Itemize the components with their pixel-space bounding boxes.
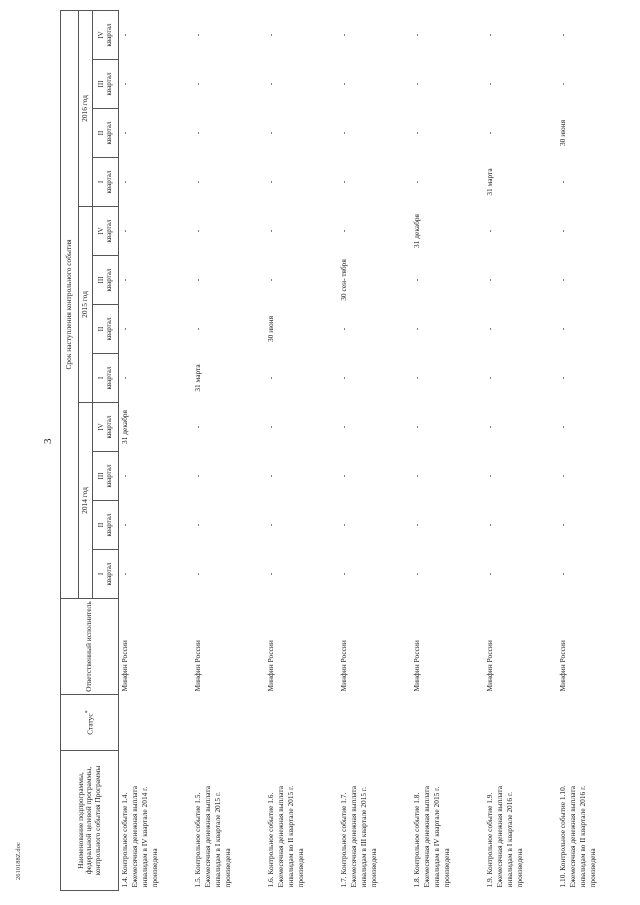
deadline-cell: -: [266, 425, 276, 429]
quarter-number: III: [96, 276, 105, 284]
deadline-cell: -: [266, 572, 276, 576]
deadline-cell: -: [339, 474, 349, 478]
event-executor: Минфин России: [120, 640, 129, 692]
quarter-word: квартал: [104, 317, 113, 341]
event-status: [557, 695, 630, 751]
quarter-number: I: [96, 572, 105, 576]
deadline-cell: -: [266, 278, 276, 282]
deadline-cell: -: [558, 82, 567, 86]
deadline-cell: -: [485, 229, 495, 233]
quarter-word: квартал: [104, 562, 113, 586]
deadline-cell: -: [412, 327, 422, 331]
deadline-cell: -: [120, 82, 129, 86]
quarter-header: [93, 501, 119, 550]
table-header: [61, 10, 119, 890]
event-status: [119, 695, 193, 751]
deadline-cell: -: [120, 376, 129, 380]
deadline-cell: -: [120, 572, 129, 576]
deadline-cell: -: [339, 523, 349, 527]
event-executor: Минфин России: [266, 640, 276, 692]
deadline-cell: -: [558, 180, 567, 184]
quarter-header: [93, 60, 119, 109]
deadline-cell: -: [339, 229, 349, 233]
quarter-number: IV: [96, 423, 105, 431]
deadline-cell: 30 июня: [558, 119, 567, 147]
deadline-cell: -: [412, 82, 422, 86]
deadline-cell: -: [412, 523, 422, 527]
header-status-label: Статус: [84, 713, 94, 735]
deadline-cell: -: [193, 131, 203, 135]
deadline-cell: -: [120, 327, 129, 331]
deadline-cell: -: [339, 131, 349, 135]
quarter-header: [93, 109, 119, 158]
quarter-header: [93, 403, 119, 452]
deadline-cell: -: [485, 327, 495, 331]
event-executor: Минфин России: [485, 640, 495, 692]
event-executor: Минфин России: [412, 640, 422, 692]
deadline-cell: -: [120, 523, 129, 527]
quarter-header: [93, 452, 119, 501]
deadline-cell: -: [193, 327, 203, 331]
deadline-cell: -: [339, 572, 349, 576]
quarter-header: [93, 207, 119, 256]
deadline-cell: -: [412, 474, 422, 478]
deadline-cell: -: [485, 572, 495, 576]
deadline-cell: -: [266, 229, 276, 233]
header-year-2016: 2016 год: [79, 10, 93, 206]
deadline-cell: -: [485, 376, 495, 380]
deadline-cell: -: [412, 572, 422, 576]
deadline-cell: -: [193, 33, 203, 37]
deadline-cell: -: [193, 229, 203, 233]
quarter-number: IV: [96, 31, 105, 39]
deadline-cell: -: [412, 33, 422, 37]
deadline-cell: -: [558, 425, 567, 429]
table-row: [338, 10, 411, 890]
deadline-cell: -: [558, 33, 567, 37]
quarter-header: [93, 354, 119, 403]
quarter-word: квартал: [104, 464, 113, 488]
quarter-number: I: [96, 180, 105, 184]
event-name: 1.9. Контрольное событие 1.9. Ежемесячная денежная выплата инвалидам в I квартале 2016 г. произведена: [485, 786, 525, 888]
quarter-word: квартал: [104, 219, 113, 243]
deadline-cell: -: [120, 180, 129, 184]
page-number: 3: [42, 438, 54, 444]
deadline-cell: -: [266, 376, 276, 380]
deadline-cell: -: [266, 131, 276, 135]
header-name-column: Наименование подпрограммы, федеральной целевой программы, контрольного события Программы: [61, 751, 119, 891]
deadline-cell: -: [266, 33, 276, 37]
deadline-cell: -: [485, 425, 495, 429]
deadline-cell: -: [339, 425, 349, 429]
deadline-cell: -: [339, 82, 349, 86]
table-row: [484, 10, 557, 890]
table-row: [265, 10, 338, 890]
deadline-cell: -: [339, 33, 349, 37]
deadline-cell: -: [193, 474, 203, 478]
event-status: [265, 695, 338, 751]
event-executor: Минфин России: [193, 640, 203, 692]
event-name: 1.10. Контрольное событие 1.10. Ежемесячная денежная выплата инвалидам во II квартале 2016 г. произведена: [558, 785, 597, 888]
deadline-cell: -: [558, 278, 567, 282]
event-name: 1.8. Контрольное событие 1.8. Ежемесячная денежная выплата инвалидам в IV квартале 2015 г. произведена: [412, 786, 452, 888]
quarter-header: [93, 256, 119, 305]
event-name: 1.6. Контрольное событие 1.6. Ежемесячная денежная выплата инвалидам во II квартале 2015 г. произведена: [266, 785, 306, 888]
deadline-cell: -: [485, 131, 495, 135]
deadline-cell: -: [558, 523, 567, 527]
deadline-cell: -: [412, 131, 422, 135]
table-row: [411, 10, 484, 890]
quarter-number: I: [96, 376, 105, 380]
deadline-cell: -: [266, 180, 276, 184]
event-status: [484, 695, 557, 751]
deadline-cell: -: [193, 82, 203, 86]
deadline-cell: -: [412, 425, 422, 429]
deadline-cell: -: [266, 82, 276, 86]
deadline-cell: -: [412, 376, 422, 380]
quarter-number: II: [96, 522, 105, 528]
deadline-cell: -: [266, 474, 276, 478]
deadline-cell: -: [120, 131, 129, 135]
quarter-header: [93, 10, 119, 59]
event-name: 1.5. Контрольное событие 1.5. Ежемесячная денежная выплата инвалидам в I квартале 2015 г. произведена: [193, 786, 233, 888]
deadline-cell: -: [266, 523, 276, 527]
deadline-cell: -: [120, 474, 129, 478]
event-name: 1.7. Контрольное событие 1.7. Ежемесячная денежная выплата инвалидам в III квартале 2015 г. произведена: [339, 786, 379, 888]
quarter-number: III: [96, 80, 105, 88]
quarter-word: квартал: [104, 513, 113, 537]
deadline-cell: -: [193, 523, 203, 527]
deadline-cell: -: [485, 82, 495, 86]
table-body: [119, 10, 631, 890]
quarter-word: квартал: [104, 268, 113, 292]
quarter-word: квартал: [104, 170, 113, 194]
header-deadline: Срок наступления контрольного события: [61, 10, 79, 598]
quarter-word: квартал: [104, 121, 113, 145]
deadline-cell: -: [558, 572, 567, 576]
table-row: [119, 10, 193, 890]
quarter-word: квартал: [104, 72, 113, 96]
quarter-header: [93, 158, 119, 207]
quarter-number: II: [96, 130, 105, 136]
event-executor: Минфин России: [339, 640, 349, 692]
event-name: 1.4. Контрольное событие 1.4. Ежемесячная денежная выплата инвалидам в IV квартале 2014 г. произведена: [120, 786, 159, 888]
deadline-cell: -: [193, 425, 203, 429]
event-status: [338, 695, 411, 751]
deadline-cell: -: [193, 180, 203, 184]
header-year-2014: 2014 год: [79, 403, 93, 599]
deadline-cell: 30 сен- тября: [339, 259, 349, 301]
deadline-cell: -: [120, 33, 129, 37]
deadline-cell: -: [485, 33, 495, 37]
header-executor-column: Ответственный исполнитель: [61, 599, 119, 695]
deadline-cell: -: [485, 523, 495, 527]
table-row: [192, 10, 265, 890]
deadline-cell: -: [339, 327, 349, 331]
header-status-column: [61, 695, 119, 751]
deadline-cell: -: [558, 376, 567, 380]
deadline-cell: -: [412, 180, 422, 184]
deadline-cell: -: [485, 278, 495, 282]
deadline-cell: 31 декабря: [120, 410, 129, 444]
deadline-cell: -: [193, 278, 203, 282]
deadline-cell: -: [339, 180, 349, 184]
rotated-table-container: [60, 11, 630, 891]
deadline-cell: 31 декабря: [412, 214, 422, 248]
deadline-cell: -: [120, 229, 129, 233]
deadline-cell: 31 марта: [485, 168, 495, 196]
event-status: [411, 695, 484, 751]
quarter-word: квартал: [104, 23, 113, 47]
deadline-cell: -: [339, 376, 349, 380]
quarter-number: IV: [96, 227, 105, 235]
deadline-cell: -: [485, 474, 495, 478]
control-events-table: [60, 10, 630, 891]
deadline-cell: -: [558, 474, 567, 478]
quarter-header: [93, 305, 119, 354]
quarter-number: II: [96, 326, 105, 332]
event-executor: Минфин России: [558, 640, 567, 692]
status-footnote-mark: *: [84, 710, 91, 714]
header-year-2015: 2015 год: [79, 207, 93, 403]
deadline-cell: -: [193, 572, 203, 576]
deadline-cell: -: [558, 229, 567, 233]
quarter-header: [93, 550, 119, 599]
quarter-word: квартал: [104, 366, 113, 390]
deadline-cell: -: [120, 278, 129, 282]
deadline-cell: -: [558, 327, 567, 331]
deadline-cell: -: [412, 278, 422, 282]
document-filename: 2610188Z.doc: [15, 842, 22, 880]
quarter-number: III: [96, 472, 105, 480]
deadline-cell: 30 июня: [266, 315, 276, 343]
deadline-cell: 31 марта: [193, 364, 203, 392]
table-row: [557, 10, 630, 890]
quarter-word: квартал: [104, 415, 113, 439]
event-status: [192, 695, 265, 751]
